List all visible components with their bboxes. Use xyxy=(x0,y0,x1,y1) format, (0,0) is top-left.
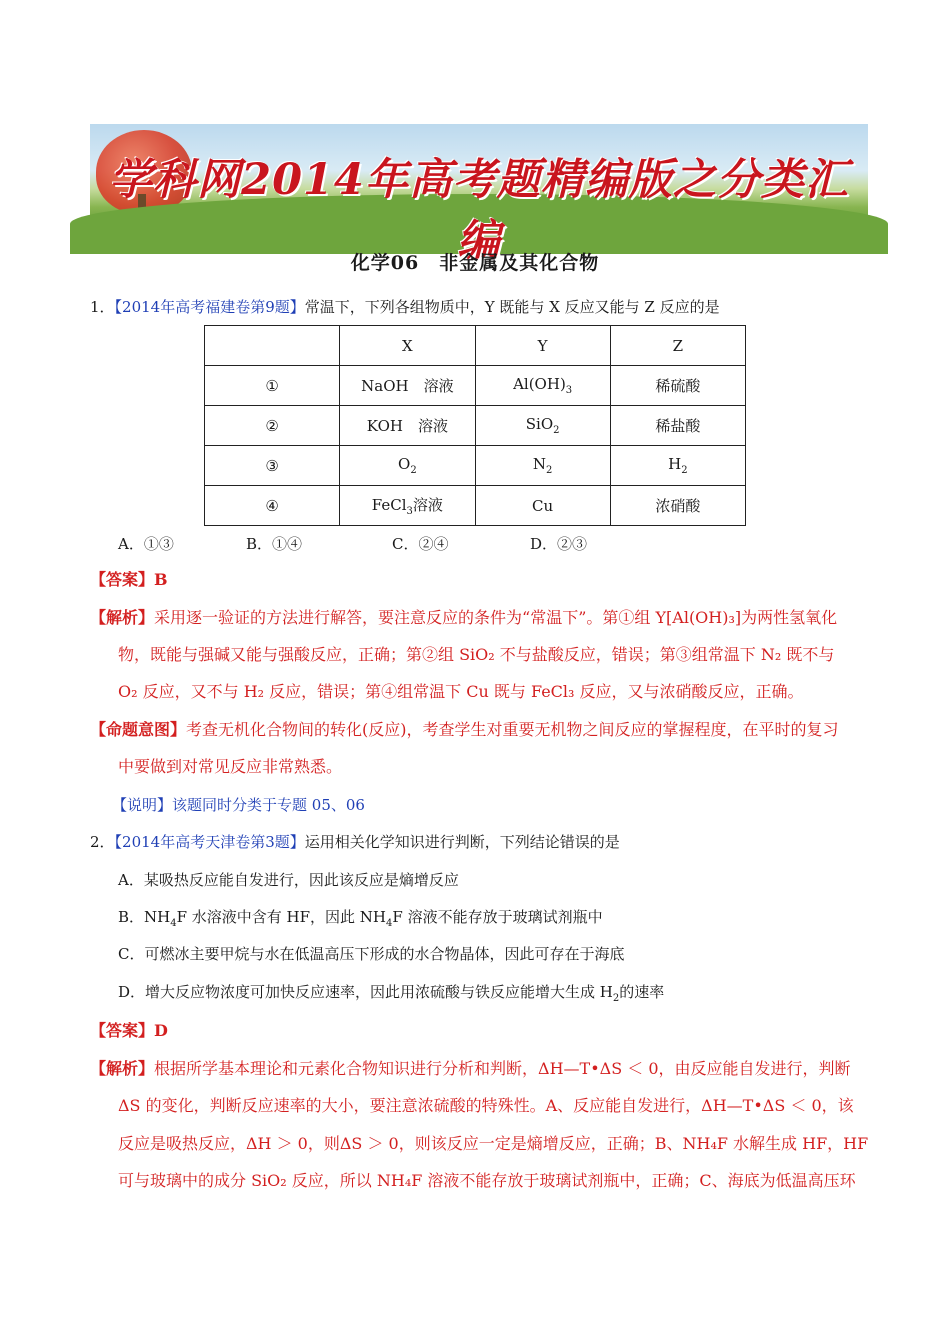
table-cell: ① xyxy=(205,366,340,406)
q2-option-c: C．可燃冰主要甲烷与水在低温高压下形成的水合物晶体，因此可存在于海底 xyxy=(118,945,625,963)
q1-option-b: B．①④ xyxy=(246,535,303,553)
answer-label: 【答案】 xyxy=(90,570,155,589)
table-cell: ④ xyxy=(205,486,340,526)
table-cell xyxy=(475,406,610,446)
q2-option-d xyxy=(118,981,664,1010)
q1-note xyxy=(112,794,365,816)
q1-intent-line-1 xyxy=(90,719,839,741)
table-cell xyxy=(340,486,475,526)
q1-source: 【2014年高考福建卷第9题】 xyxy=(114,298,305,316)
formula-subscript: 2 xyxy=(546,465,553,476)
table-cell: 稀硫酸 xyxy=(610,366,745,406)
q1-analysis-line-1 xyxy=(90,607,837,629)
q1-answer xyxy=(90,569,168,591)
formula-subscript: 3 xyxy=(565,385,573,396)
formula-subscript: 4 xyxy=(386,918,393,929)
table-cell xyxy=(475,446,610,486)
table-header-cell: Y xyxy=(475,326,610,366)
table-cell: NaOH 溶液 xyxy=(340,366,475,406)
table-cell: 稀盐酸 xyxy=(610,406,745,446)
analysis-text: 根据所学基本理论和元素化合物知识进行分析和判断，ΔH—T•ΔS ＜ 0，由反应能自发进行，判断 xyxy=(154,1059,851,1078)
q1-stem-line xyxy=(90,296,720,318)
option-text: 的速率 xyxy=(619,983,665,1001)
table-header-cell xyxy=(205,326,340,366)
answer-label: 【答案】 xyxy=(90,1021,155,1040)
table-row xyxy=(205,486,746,526)
q2-analysis-line-4: 可与玻璃中的成分 SiO₂ 反应，所以 NH₄F 溶液不能存放于玻璃试剂瓶中，正确；C、海底为低温高压环 xyxy=(118,1171,856,1190)
formula-text: H xyxy=(668,455,682,473)
q2-analysis-line-1 xyxy=(90,1058,851,1080)
table-cell: ② xyxy=(205,406,340,446)
table-cell xyxy=(610,446,745,486)
formula-subscript: 2 xyxy=(612,993,620,1004)
answer-value: B xyxy=(154,570,168,589)
q2-stem-line xyxy=(90,831,620,853)
formula-subscript: 3 xyxy=(406,506,413,517)
table-header-cell: X xyxy=(340,326,475,366)
q1-intent-line-2: 中要做到对常见反应非常熟悉。 xyxy=(118,757,343,776)
formula-text: O xyxy=(398,455,411,473)
table-row xyxy=(205,446,746,486)
note-text: 该题同时分类于专题 05、06 xyxy=(172,796,365,814)
table-cell: KOH 溶液 xyxy=(340,406,475,446)
option-text: F 水溶液中含有 HF，因此 NH xyxy=(176,908,387,926)
analysis-label: 【解析】 xyxy=(90,608,155,627)
q2-option-b xyxy=(118,906,603,935)
formula-subscript: 4 xyxy=(170,918,177,929)
banner-title: 学科网2014年高考题精编版之分类汇编 xyxy=(109,155,849,266)
table-cell: Cu xyxy=(475,486,610,526)
q2-analysis-line-3: 反应是吸热反应，ΔH ＞ 0，则ΔS ＞ 0，则该反应一定是熵增反应，正确；B、NH₄F 水解生成 HF，HF xyxy=(118,1134,869,1153)
formula-tail: 溶液 xyxy=(412,496,443,514)
answer-value: D xyxy=(154,1021,168,1040)
formula-text: N xyxy=(532,455,546,473)
q1-table xyxy=(204,325,746,526)
option-text: F 溶液不能存放于玻璃试剂瓶中 xyxy=(392,908,603,926)
q1-analysis-line-3: O₂ 反应，又不与 H₂ 反应，错误；第④组常温下 Cu 既与 FeCl₃ 反应，又与浓硝酸反应，正确。 xyxy=(118,682,804,701)
formula-subscript: 2 xyxy=(681,465,688,476)
formula-text: SiO xyxy=(525,415,554,433)
option-text: B．NH xyxy=(118,908,171,926)
table-cell xyxy=(475,366,610,406)
intent-text: 考查无机化合物间的转化(反应)，考查学生对重要无机物之间反应的掌握程度，在平时的复习 xyxy=(186,720,839,739)
analysis-label: 【解析】 xyxy=(90,1059,155,1078)
formula-subscript: 2 xyxy=(553,425,560,436)
table-cell: 浓硝酸 xyxy=(610,486,745,526)
note-label: 【说明】 xyxy=(112,796,173,814)
table-row xyxy=(205,406,746,446)
q2-answer xyxy=(90,1020,168,1042)
analysis-text: 采用逐一验证的方法进行解答，要注意反应的条件为“常温下”。第①组 Y[Al(OH)₃]为两性氢氧化 xyxy=(154,608,838,627)
q2-analysis-line-2: ΔS 的变化，判断反应速率的大小，要注意浓硫酸的特殊性。A、反应能自发进行，ΔH—T•ΔS ＜ 0，该 xyxy=(118,1096,854,1115)
table-cell xyxy=(340,446,475,486)
table-cell: ③ xyxy=(205,446,340,486)
table-header-cell: Z xyxy=(610,326,745,366)
table-header-row xyxy=(205,326,746,366)
q1-option-d: D．②③ xyxy=(530,535,588,553)
q1-number: 1． xyxy=(90,298,115,316)
q2-option-a: A．某吸热反应能自发进行，因此该反应是熵增反应 xyxy=(118,871,459,889)
formula-text: FeCl xyxy=(371,496,407,514)
q1-analysis-line-2: 物，既能与强碱又能与强酸反应，正确；第②组 SiO₂ 不与盐酸反应，错误；第③组常温下 N₂ 既不与 xyxy=(118,645,835,664)
q2-stem: 运用相关化学知识进行判断，下列结论错误的是 xyxy=(304,833,620,851)
formula-subscript: 2 xyxy=(410,465,417,476)
q2-number: 2． xyxy=(90,833,115,851)
option-text: D．增大反应物浓度可加快反应速率，因此用浓硫酸与铁反应能增大生成 H xyxy=(118,983,613,1001)
table-row xyxy=(205,366,746,406)
formula-text: Al(OH) xyxy=(513,375,566,393)
q1-option-a: A．①③ xyxy=(118,535,174,553)
q1-option-c: C．②④ xyxy=(392,535,449,553)
subject-title: 化学06 非金属及其化合物 xyxy=(350,252,600,274)
q2-source: 【2014年高考天津卷第3题】 xyxy=(114,833,305,851)
q1-stem: 常温下，下列各组物质中，Y 既能与 X 反应又能与 Z 反应的是 xyxy=(304,298,720,316)
intent-label: 【命题意图】 xyxy=(90,720,187,739)
